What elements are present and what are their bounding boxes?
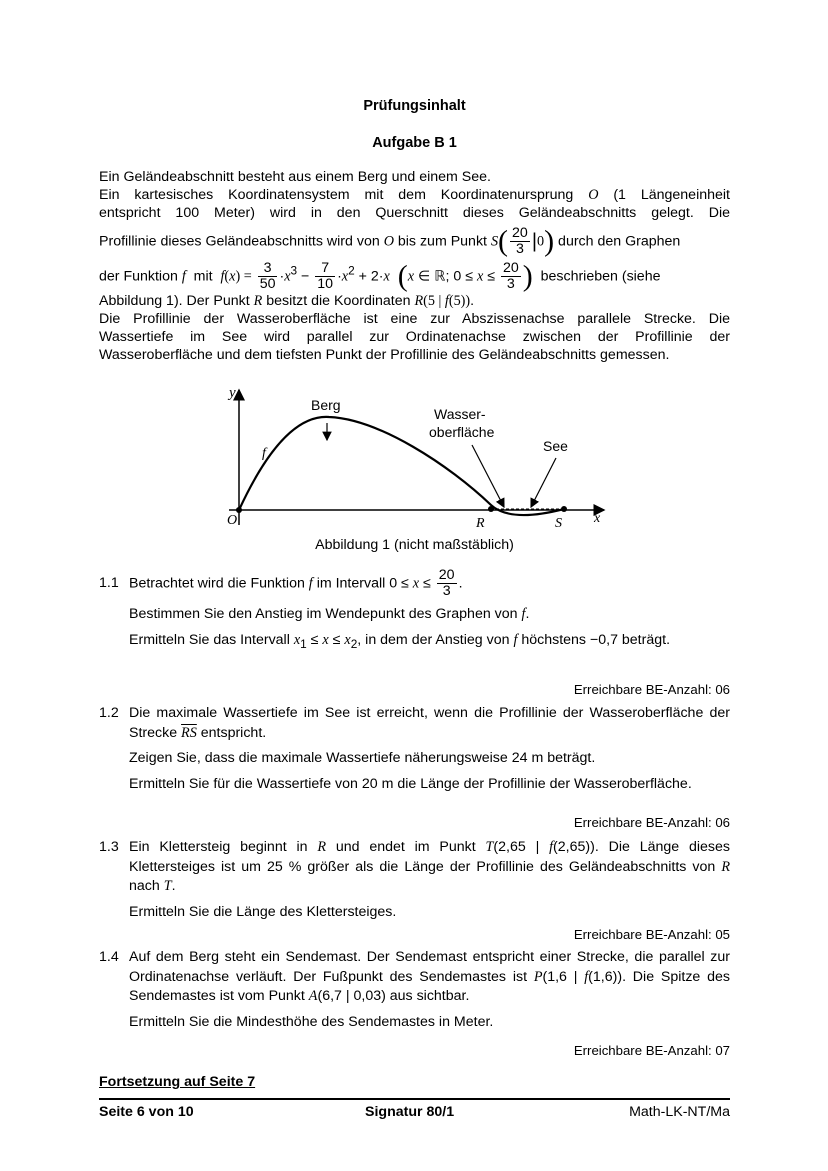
- footer-divider: [99, 1098, 730, 1100]
- task-1-2-part-a: Zeigen Sie, dass die maximale Wassertiefe näherungsweise 24 m beträgt.: [129, 750, 596, 766]
- task-1-1: [99, 568, 730, 660]
- intro-line-4: Profillinie dieses Geländeabschnitts wird von O bis zum Punkt S( $\frac{20}{3}$ |0) durch den Graphen: [99, 224, 681, 258]
- task-1-2-part-b: Ermitteln Sie für die Wassertiefe von 20 m die Länge der Profillinie der Wasseroberfläche.: [129, 775, 692, 792]
- intro-line-8: Wassertiefe im See wird parallel zur Ordinatenachse zwischen der Profillinie der: [99, 329, 730, 345]
- intro-line-2: Ein kartesisches Koordinatensystem mit dem Koordinatenursprung O (1 Längeneinheit: [99, 187, 730, 203]
- profile-curve: [239, 417, 564, 515]
- label-y: y: [229, 385, 236, 401]
- intro-line-3: entspricht 100 Meter) wird in den Querschnitt dieses Geländeabschnitts gelegt. Die: [99, 205, 730, 221]
- intro-line-1: Ein Geländeabschnitt besteht aus einem Berg und einem See.: [99, 169, 491, 185]
- intro-line-6: Abbildung 1). Der Punkt R besitzt die Koordinaten R(5 | f(5)).: [99, 293, 475, 309]
- footer-page: Seite 6 von 10: [99, 1104, 194, 1120]
- task-1-4: [99, 948, 730, 1038]
- label-x: x: [594, 511, 601, 526]
- point-r: [488, 506, 494, 512]
- intro-line-7: Die Profillinie der Wasseroberfläche ist eine zur Abszissenachse parallele Strecke. Die: [99, 311, 730, 327]
- intro-text: [99, 168, 730, 364]
- label-r: R: [476, 516, 485, 531]
- footer-code: Math-LK-NT/Ma: [629, 1104, 730, 1120]
- be-1-3: Erreichbare BE-Anzahl: 05: [573, 927, 730, 942]
- label-o: O: [227, 513, 238, 528]
- intro-line-5: der Funktion f mit f(x) = $\frac{3}{50}$ $\cdot x^3$ − $\frac{7}{10}$ $\cdot x^2 + 2\cdot x$ (x ∈ ℝ; 0 ≤ x ≤ $\frac{20}{3}$ ) beschrieben (siehe: [99, 259, 661, 293]
- page-heading: Prüfungsinhalt: [363, 98, 466, 114]
- point-s: [561, 506, 567, 512]
- task-number: 1.3: [99, 839, 119, 855]
- be-1-2: Erreichbare BE-Anzahl: 06: [573, 815, 730, 830]
- task-1-1-part-b: Ermitteln Sie das Intervall $x_1 \le x \le x_2$, in dem der Anstieg von f höchstens −0,7 beträgt.: [129, 631, 671, 651]
- task-number: 1.2: [99, 705, 119, 721]
- terrain-figure: [229, 385, 649, 535]
- wasser-arrow: [472, 445, 504, 507]
- task-1-1-part-a: Bestimmen Sie den Anstieg im Wendepunkt des Graphen von f.: [129, 606, 530, 622]
- task-1-2: [99, 704, 730, 800]
- task-number: 1.4: [99, 949, 119, 965]
- label-f: f: [262, 446, 266, 461]
- task-1-3-part-a: Ermitteln Sie die Länge des Klettersteiges.: [129, 903, 397, 920]
- label-s: S: [555, 516, 562, 531]
- label-see: See: [543, 438, 568, 454]
- task-1-2-intro: Die maximale Wassertiefe im See ist erreicht, wenn die Profillinie der Wasseroberfläche der Strecke $\overline{RS}$ entspricht.: [129, 705, 730, 741]
- be-1-4: Erreichbare BE-Anzahl: 07: [573, 1043, 730, 1058]
- task-1-3-intro: Ein Klettersteig beginnt in R und endet im Punkt T(2,65 | f(2,65)). Die Länge dieses Klettersteiges ist um 25 % größer als die Länge der Profillinie des Geländeabschnitts von R nach T.: [129, 839, 730, 894]
- see-arrow: [531, 458, 556, 507]
- be-1-1: Erreichbare BE-Anzahl: 06: [573, 682, 730, 697]
- task-1-4-part-a: Ermitteln Sie die Mindesthöhe des Sendemastes in Meter.: [129, 1013, 494, 1030]
- task-1-4-intro: Auf dem Berg steht ein Sendemast. Der Sendemast entspricht einer Strecke, die parallel zur Ordinatenachse verläuft. Der Fußpunkt des Sendemastes ist P(1,6 | f(1,6)). Die Spitze des Sendemastes ist vom Punkt A(6,7 | 0,03) aus sichtbar.: [129, 949, 730, 1004]
- continuation-note: Fortsetzung auf Seite 7: [99, 1074, 256, 1090]
- label-berg: Berg: [311, 397, 341, 413]
- intro-line-9: Wasseroberfläche und dem tiefsten Punkt der Profillinie des Geländeabschnitts gemessen.: [99, 347, 670, 363]
- task-number: 1.1: [99, 575, 119, 591]
- task-title: Aufgabe B 1: [372, 135, 457, 151]
- figure-caption: Abbildung 1 (nicht maßstäblich): [315, 537, 514, 553]
- footer-signature: Signatur 80/1: [365, 1104, 455, 1120]
- task-1-1-intro: Betrachtet wird die Funktion f im Intervall 0 ≤ x ≤ $\frac{20}{3}$ .: [129, 567, 463, 599]
- task-1-3: [99, 838, 730, 928]
- label-wasser-1: Wasser-: [434, 406, 486, 422]
- label-wasser-2: oberfläche: [429, 424, 495, 440]
